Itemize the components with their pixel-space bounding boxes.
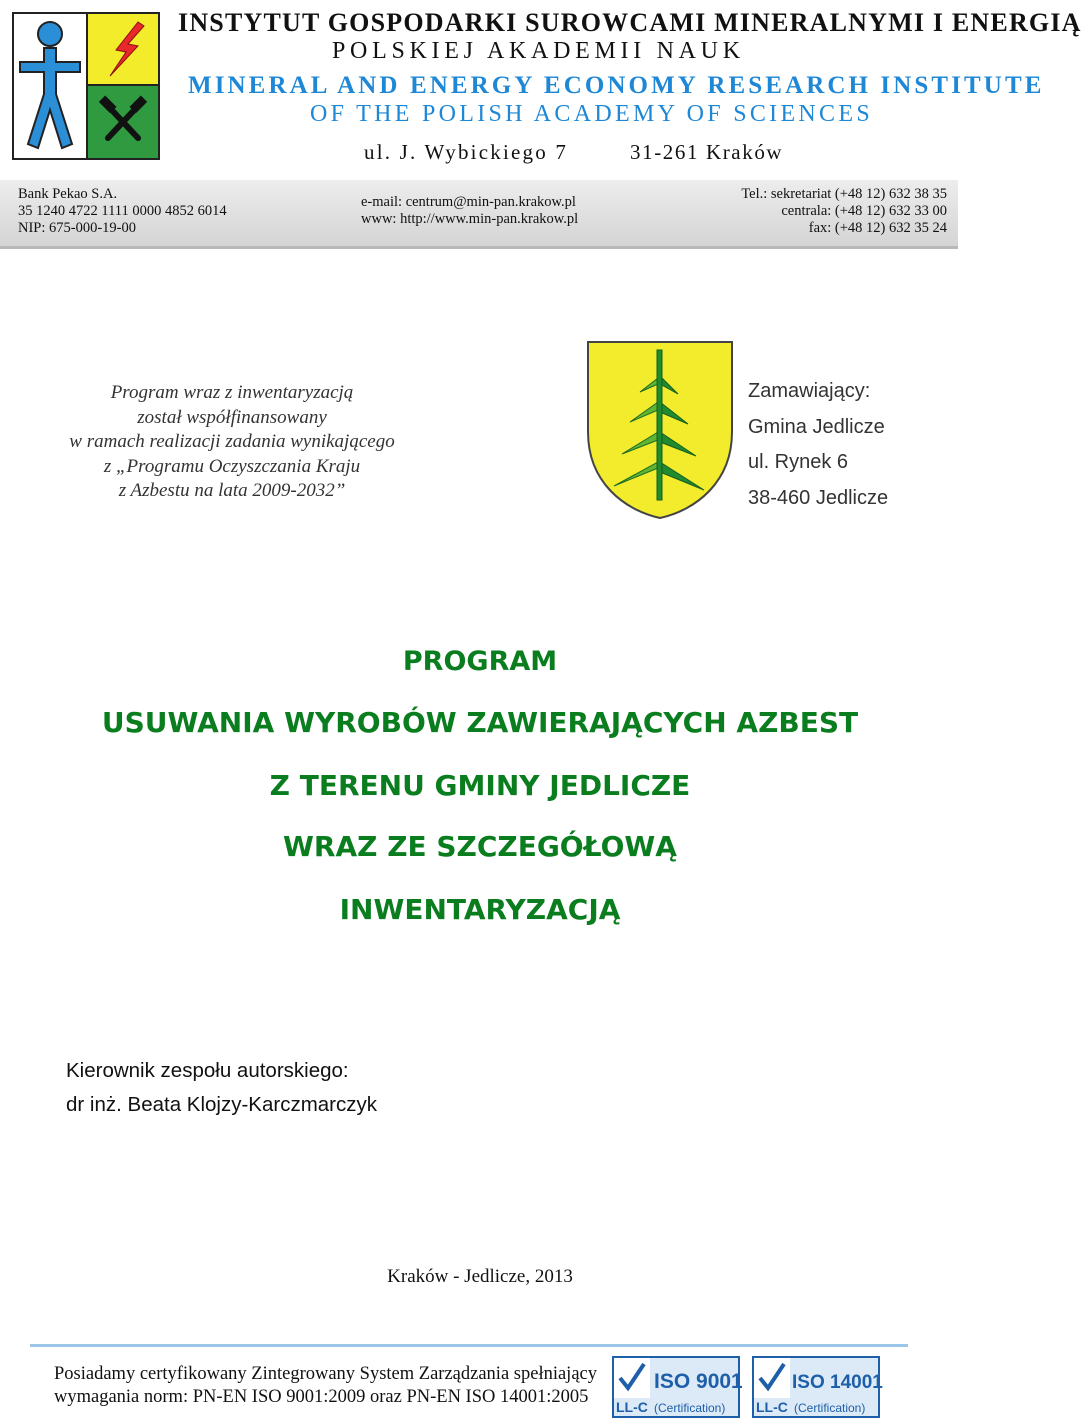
bank-name: Bank Pekao S.A. <box>18 186 118 202</box>
team-lead-label: Kierownik zespołu autorskiego: <box>66 1059 349 1082</box>
certification-line2: wymagania norm: PN-EN ISO 9001:2009 oraz PN-EN ISO 14001:2005 <box>54 1387 589 1407</box>
iso-14001-badge <box>752 1356 883 1418</box>
funding-note-line: Program wraz z inwentaryzacją <box>110 382 354 403</box>
institute-name-pl-line2: POLSKIEJ AKADEMII NAUK <box>332 38 745 64</box>
team-lead-name: dr inż. Beata Klojzy-Karczmarczyk <box>66 1093 378 1116</box>
footer-divider <box>30 1344 908 1347</box>
institute-logo <box>12 12 160 160</box>
tel-secretariat: Tel.: sekretariat (+48 12) 632 38 35 <box>741 186 947 202</box>
bank-details <box>18 186 227 237</box>
nip-number: NIP: 675-000-19-00 <box>18 220 137 236</box>
bank-account: 35 1240 4722 1111 0000 4852 6014 <box>18 203 227 219</box>
team-lead-block <box>66 1054 377 1122</box>
certification-statement <box>54 1363 597 1409</box>
funding-note-line: w ramach realizacji zadania wynikającego <box>69 431 395 452</box>
tel-central: centrala: (+48 12) 632 33 00 <box>781 203 947 219</box>
document-title-line5: INWENTARYZACJĄ <box>339 893 621 926</box>
institute-name-pl-line1: INSTYTUT GOSPODARKI SUROWCAMI MINERALNYMI I ENERGIĄ <box>178 8 1082 37</box>
badge1-cert-text: LL-C <box>616 1399 648 1415</box>
online-contact <box>361 194 578 228</box>
place-and-date: Kraków - Jedlicze, 2013 <box>387 1266 573 1287</box>
badge1-cert-sub: (Certification) <box>654 1401 726 1415</box>
badge2-cert-sub: (Certification) <box>794 1401 866 1415</box>
phone-contact <box>741 186 947 237</box>
badge2-cert-text: LL-C <box>756 1399 788 1415</box>
client-street: ul. Rynek 6 <box>748 451 849 473</box>
institute-city: 31-261 Kraków <box>630 140 784 164</box>
document-title-line2: USUWANIA WYROBÓW ZAWIERAJĄCYCH AZBEST <box>101 706 859 739</box>
funding-note-line: z Azbestu na lata 2009-2032” <box>118 480 346 501</box>
client-label: Zamawiający: <box>748 380 871 402</box>
client-postal: 38-460 Jedlicze <box>748 486 889 509</box>
jedlicze-coat-of-arms <box>586 340 734 520</box>
fax-number: fax: (+48 12) 632 35 24 <box>808 220 947 236</box>
website-link[interactable]: www: http://www.min-pan.krakow.pl <box>361 211 579 227</box>
funding-note-line: z „Programu Oczyszczania Kraju <box>103 455 361 477</box>
document-title-line4: WRAZ ZE SZCZEGÓŁOWĄ <box>283 830 677 863</box>
iso-9001-badge <box>612 1356 743 1418</box>
institute-name-en-line1: MINERAL AND ENERGY ECONOMY RESEARCH INSTITUTE <box>188 72 1045 99</box>
document-title-line1: PROGRAM <box>402 646 558 677</box>
badge2-iso-text: ISO 14001 <box>792 1372 883 1393</box>
client-block <box>748 374 888 516</box>
funding-note <box>30 381 434 504</box>
document-title-line3: Z TERENU GMINY JEDLICZE <box>269 769 691 802</box>
badge1-iso-text: ISO 9001 <box>654 1370 743 1393</box>
email-link[interactable]: e-mail: centrum@min-pan.krakow.pl <box>361 194 576 210</box>
institute-name-en-line2: OF THE POLISH ACADEMY OF SCIENCES <box>310 101 873 127</box>
institute-street: ul. J. Wybickiego 7 <box>364 140 569 164</box>
funding-note-line: został współfinansowany <box>137 406 327 428</box>
client-name: Gmina Jedlicze <box>748 415 885 438</box>
certification-line1: Posiadamy certyfikowany Zintegrowany System Zarządzania spełniający <box>54 1364 597 1384</box>
